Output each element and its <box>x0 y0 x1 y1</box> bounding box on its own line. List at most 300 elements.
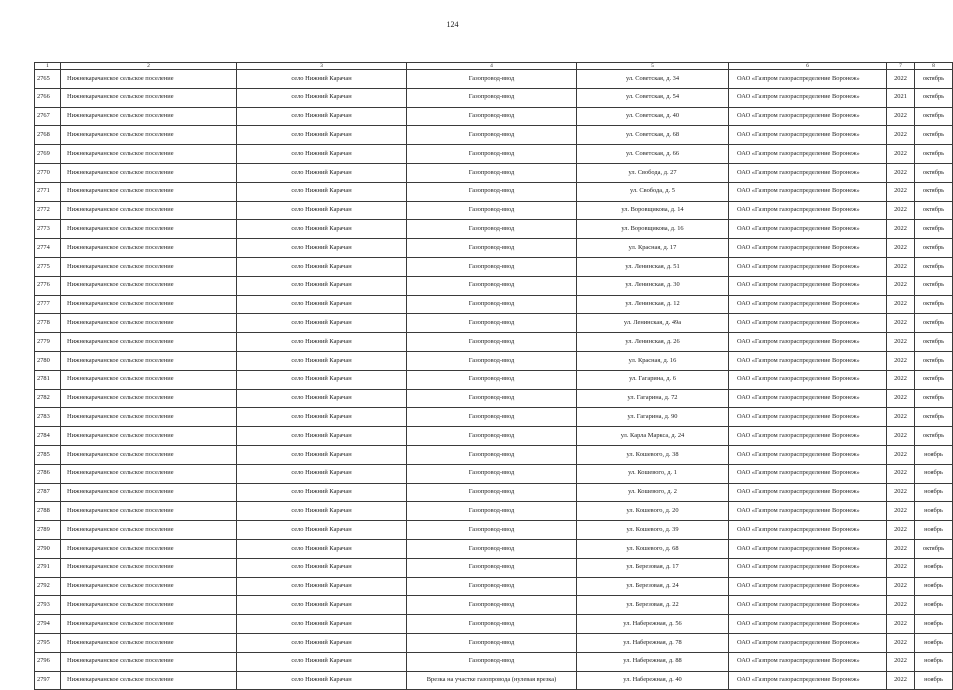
settlement-name: Нижнекарачанское сельское поселение <box>61 314 237 333</box>
year: 2022 <box>887 370 915 389</box>
locality-name: село Нижний Карачан <box>237 351 407 370</box>
table-row <box>35 483 953 502</box>
month: октябрь <box>915 201 953 220</box>
address: ул. Ленинская, д. 12 <box>577 295 729 314</box>
locality-name: село Нижний Карачан <box>237 558 407 577</box>
month: ноябрь <box>915 577 953 596</box>
month: ноябрь <box>915 502 953 521</box>
address: ул. Кошевого, д. 68 <box>577 539 729 558</box>
settlement-name: Нижнекарачанское сельское поселение <box>61 88 237 107</box>
row-number: 2766 <box>35 88 61 107</box>
table-row <box>35 539 953 558</box>
column-header: 8 <box>915 63 953 70</box>
object-type: Газопровод-ввод <box>407 633 577 652</box>
settlement-name: Нижнекарачанское сельское поселение <box>61 351 237 370</box>
locality-name: село Нижний Карачан <box>237 220 407 239</box>
page-number: 124 <box>446 20 459 29</box>
settlement-name: Нижнекарачанское сельское поселение <box>61 577 237 596</box>
locality-name: село Нижний Карачан <box>237 314 407 333</box>
object-type: Газопровод-ввод <box>407 182 577 201</box>
locality-name: село Нижний Карачан <box>237 615 407 634</box>
address: ул. Березовая, д. 22 <box>577 596 729 615</box>
organization: ОАО «Газпром газораспределение Воронеж» <box>729 107 887 126</box>
table-row <box>35 295 953 314</box>
address: ул. Кошевого, д. 2 <box>577 483 729 502</box>
settlement-name: Нижнекарачанское сельское поселение <box>61 239 237 258</box>
address: ул. Советская, д. 68 <box>577 126 729 145</box>
row-number: 2794 <box>35 615 61 634</box>
year: 2022 <box>887 408 915 427</box>
locality-name: село Нижний Карачан <box>237 652 407 671</box>
address: ул. Красная, д. 17 <box>577 239 729 258</box>
year: 2022 <box>887 220 915 239</box>
year: 2022 <box>887 502 915 521</box>
year: 2022 <box>887 445 915 464</box>
object-type: Газопровод-ввод <box>407 521 577 540</box>
locality-name: село Нижний Карачан <box>237 333 407 352</box>
month: октябрь <box>915 88 953 107</box>
organization: ОАО «Газпром газораспределение Воронеж» <box>729 295 887 314</box>
month: ноябрь <box>915 671 953 690</box>
settlement-name: Нижнекарачанское сельское поселение <box>61 408 237 427</box>
organization: ОАО «Газпром газораспределение Воронеж» <box>729 539 887 558</box>
address: ул. Набережная, д. 40 <box>577 671 729 690</box>
settlement-name: Нижнекарачанское сельское поселение <box>61 201 237 220</box>
object-type: Газопровод-ввод <box>407 70 577 89</box>
locality-name: село Нижний Карачан <box>237 389 407 408</box>
address: ул. Ленинская, д. 30 <box>577 276 729 295</box>
organization: ОАО «Газпром газораспределение Воронеж» <box>729 427 887 446</box>
row-number: 2785 <box>35 445 61 464</box>
year: 2022 <box>887 464 915 483</box>
locality-name: село Нижний Карачан <box>237 427 407 446</box>
object-type: Газопровод-ввод <box>407 107 577 126</box>
organization: ОАО «Газпром газораспределение Воронеж» <box>729 521 887 540</box>
locality-name: село Нижний Карачан <box>237 276 407 295</box>
month: ноябрь <box>915 464 953 483</box>
row-number: 2765 <box>35 70 61 89</box>
address: ул. Карла Маркса, д. 24 <box>577 427 729 446</box>
address: ул. Советская, д. 40 <box>577 107 729 126</box>
month: ноябрь <box>915 445 953 464</box>
settlement-name: Нижнекарачанское сельское поселение <box>61 464 237 483</box>
locality-name: село Нижний Карачан <box>237 88 407 107</box>
table-row <box>35 370 953 389</box>
object-type: Газопровод-ввод <box>407 163 577 182</box>
month: октябрь <box>915 239 953 258</box>
object-type: Газопровод-ввод <box>407 314 577 333</box>
year: 2022 <box>887 70 915 89</box>
settlement-name: Нижнекарачанское сельское поселение <box>61 182 237 201</box>
locality-name: село Нижний Карачан <box>237 239 407 258</box>
month: октябрь <box>915 276 953 295</box>
table-row <box>35 389 953 408</box>
column-header: 6 <box>729 63 887 70</box>
row-number: 2788 <box>35 502 61 521</box>
organization: ОАО «Газпром газораспределение Воронеж» <box>729 445 887 464</box>
object-type: Газопровод-ввод <box>407 389 577 408</box>
locality-name: село Нижний Карачан <box>237 445 407 464</box>
organization: ОАО «Газпром газораспределение Воронеж» <box>729 370 887 389</box>
locality-name: село Нижний Карачан <box>237 126 407 145</box>
object-type: Газопровод-ввод <box>407 370 577 389</box>
locality-name: село Нижний Карачан <box>237 370 407 389</box>
object-type: Газопровод-ввод <box>407 577 577 596</box>
year: 2022 <box>887 521 915 540</box>
object-type: Газопровод-ввод <box>407 239 577 258</box>
month: ноябрь <box>915 633 953 652</box>
month: октябрь <box>915 351 953 370</box>
month: октябрь <box>915 182 953 201</box>
locality-name: село Нижний Карачан <box>237 633 407 652</box>
organization: ОАО «Газпром газораспределение Воронеж» <box>729 577 887 596</box>
year: 2022 <box>887 389 915 408</box>
table-row <box>35 88 953 107</box>
row-number: 2790 <box>35 539 61 558</box>
month: ноябрь <box>915 558 953 577</box>
year: 2022 <box>887 558 915 577</box>
row-number: 2791 <box>35 558 61 577</box>
year: 2022 <box>887 596 915 615</box>
year: 2022 <box>887 427 915 446</box>
object-type: Газопровод-ввод <box>407 539 577 558</box>
object-type: Врезка на участке газопровода (нулевая врезка) <box>407 671 577 690</box>
row-number: 2796 <box>35 652 61 671</box>
month: октябрь <box>915 126 953 145</box>
address: ул. Ленинская, д. 26 <box>577 333 729 352</box>
organization: ОАО «Газпром газораспределение Воронеж» <box>729 558 887 577</box>
year: 2022 <box>887 126 915 145</box>
month: октябрь <box>915 539 953 558</box>
object-type: Газопровод-ввод <box>407 257 577 276</box>
settlement-name: Нижнекарачанское сельское поселение <box>61 295 237 314</box>
year: 2022 <box>887 333 915 352</box>
table-row <box>35 239 953 258</box>
month: октябрь <box>915 333 953 352</box>
column-number-row <box>35 63 953 70</box>
address: ул. Набережная, д. 88 <box>577 652 729 671</box>
settlement-name: Нижнекарачанское сельское поселение <box>61 126 237 145</box>
locality-name: село Нижний Карачан <box>237 295 407 314</box>
row-number: 2792 <box>35 577 61 596</box>
address: ул. Советская, д. 66 <box>577 145 729 164</box>
row-number: 2772 <box>35 201 61 220</box>
year: 2022 <box>887 201 915 220</box>
address: ул. Набережная, д. 56 <box>577 615 729 634</box>
object-type: Газопровод-ввод <box>407 615 577 634</box>
object-type: Газопровод-ввод <box>407 445 577 464</box>
year: 2022 <box>887 615 915 634</box>
organization: ОАО «Газпром газораспределение Воронеж» <box>729 483 887 502</box>
table-row <box>35 145 953 164</box>
object-type: Газопровод-ввод <box>407 558 577 577</box>
organization: ОАО «Газпром газораспределение Воронеж» <box>729 389 887 408</box>
year: 2022 <box>887 539 915 558</box>
settlement-name: Нижнекарачанское сельское поселение <box>61 145 237 164</box>
address: ул. Советская, д. 34 <box>577 70 729 89</box>
year: 2022 <box>887 577 915 596</box>
settlement-name: Нижнекарачанское сельское поселение <box>61 558 237 577</box>
settlement-name: Нижнекарачанское сельское поселение <box>61 427 237 446</box>
object-type: Газопровод-ввод <box>407 145 577 164</box>
address: ул. Красная, д. 16 <box>577 351 729 370</box>
locality-name: село Нижний Карачан <box>237 201 407 220</box>
row-number: 2767 <box>35 107 61 126</box>
organization: ОАО «Газпром газораспределение Воронеж» <box>729 502 887 521</box>
settlement-name: Нижнекарачанское сельское поселение <box>61 671 237 690</box>
row-number: 2771 <box>35 182 61 201</box>
settlement-name: Нижнекарачанское сельское поселение <box>61 502 237 521</box>
table-row <box>35 427 953 446</box>
row-number: 2768 <box>35 126 61 145</box>
settlement-name: Нижнекарачанское сельское поселение <box>61 539 237 558</box>
address: ул. Свобода, д. 27 <box>577 163 729 182</box>
row-number: 2781 <box>35 370 61 389</box>
address: ул. Березовая, д. 24 <box>577 577 729 596</box>
column-header: 3 <box>237 63 407 70</box>
settlement-name: Нижнекарачанское сельское поселение <box>61 652 237 671</box>
object-type: Газопровод-ввод <box>407 408 577 427</box>
object-type: Газопровод-ввод <box>407 652 577 671</box>
year: 2022 <box>887 182 915 201</box>
address: ул. Гагарина, д. 90 <box>577 408 729 427</box>
object-type: Газопровод-ввод <box>407 220 577 239</box>
row-number: 2789 <box>35 521 61 540</box>
row-number: 2797 <box>35 671 61 690</box>
row-number: 2783 <box>35 408 61 427</box>
object-type: Газопровод-ввод <box>407 351 577 370</box>
table-row <box>35 596 953 615</box>
settlement-name: Нижнекарачанское сельское поселение <box>61 633 237 652</box>
table-row <box>35 333 953 352</box>
month: октябрь <box>915 295 953 314</box>
settlement-name: Нижнекарачанское сельское поселение <box>61 615 237 634</box>
year: 2022 <box>887 239 915 258</box>
table-row <box>35 615 953 634</box>
locality-name: село Нижний Карачан <box>237 163 407 182</box>
address: ул. Гагарина, д. 6 <box>577 370 729 389</box>
table-row <box>35 521 953 540</box>
row-number: 2773 <box>35 220 61 239</box>
organization: ОАО «Газпром газораспределение Воронеж» <box>729 239 887 258</box>
table-row <box>35 201 953 220</box>
object-type: Газопровод-ввод <box>407 333 577 352</box>
month: ноябрь <box>915 615 953 634</box>
locality-name: село Нижний Карачан <box>237 145 407 164</box>
table-row <box>35 502 953 521</box>
object-type: Газопровод-ввод <box>407 276 577 295</box>
year: 2022 <box>887 107 915 126</box>
locality-name: село Нижний Карачан <box>237 70 407 89</box>
address: ул. Кошевого, д. 39 <box>577 521 729 540</box>
organization: ОАО «Газпром газораспределение Воронеж» <box>729 126 887 145</box>
locality-name: село Нижний Карачан <box>237 483 407 502</box>
settlement-name: Нижнекарачанское сельское поселение <box>61 370 237 389</box>
locality-name: село Нижний Карачан <box>237 521 407 540</box>
settlement-name: Нижнекарачанское сельское поселение <box>61 596 237 615</box>
month: октябрь <box>915 257 953 276</box>
table-row <box>35 633 953 652</box>
locality-name: село Нижний Карачан <box>237 182 407 201</box>
row-number: 2777 <box>35 295 61 314</box>
address: ул. Набережная, д. 78 <box>577 633 729 652</box>
organization: ОАО «Газпром газораспределение Воронеж» <box>729 633 887 652</box>
year: 2022 <box>887 276 915 295</box>
table-row <box>35 314 953 333</box>
table-row <box>35 276 953 295</box>
month: октябрь <box>915 220 953 239</box>
organization: ОАО «Газпром газораспределение Воронеж» <box>729 314 887 333</box>
year: 2022 <box>887 351 915 370</box>
object-type: Газопровод-ввод <box>407 201 577 220</box>
column-header: 4 <box>407 63 577 70</box>
table-row <box>35 126 953 145</box>
table-row <box>35 70 953 89</box>
locality-name: село Нижний Карачан <box>237 671 407 690</box>
organization: ОАО «Газпром газораспределение Воронеж» <box>729 596 887 615</box>
row-number: 2793 <box>35 596 61 615</box>
address: ул. Советская, д. 54 <box>577 88 729 107</box>
organization: ОАО «Газпром газораспределение Воронеж» <box>729 182 887 201</box>
row-number: 2787 <box>35 483 61 502</box>
year: 2022 <box>887 671 915 690</box>
locality-name: село Нижний Карачан <box>237 107 407 126</box>
year: 2022 <box>887 633 915 652</box>
locality-name: село Нижний Карачан <box>237 502 407 521</box>
settlement-name: Нижнекарачанское сельское поселение <box>61 70 237 89</box>
year: 2022 <box>887 295 915 314</box>
gas-connection-table <box>34 62 953 690</box>
organization: ОАО «Газпром газораспределение Воронеж» <box>729 333 887 352</box>
address: ул. Гагарина, д. 72 <box>577 389 729 408</box>
address: ул. Кошевого, д. 38 <box>577 445 729 464</box>
organization: ОАО «Газпром газораспределение Воронеж» <box>729 220 887 239</box>
month: октябрь <box>915 163 953 182</box>
table-row <box>35 220 953 239</box>
column-header: 5 <box>577 63 729 70</box>
year: 2022 <box>887 314 915 333</box>
row-number: 2776 <box>35 276 61 295</box>
year: 2021 <box>887 88 915 107</box>
settlement-name: Нижнекарачанское сельское поселение <box>61 389 237 408</box>
object-type: Газопровод-ввод <box>407 88 577 107</box>
organization: ОАО «Газпром газораспределение Воронеж» <box>729 276 887 295</box>
organization: ОАО «Газпром газораспределение Воронеж» <box>729 70 887 89</box>
settlement-name: Нижнекарачанское сельское поселение <box>61 257 237 276</box>
month: октябрь <box>915 314 953 333</box>
month: октябрь <box>915 408 953 427</box>
year: 2022 <box>887 257 915 276</box>
settlement-name: Нижнекарачанское сельское поселение <box>61 276 237 295</box>
month: октябрь <box>915 145 953 164</box>
settlement-name: Нижнекарачанское сельское поселение <box>61 521 237 540</box>
table-body <box>35 70 953 690</box>
year: 2022 <box>887 145 915 164</box>
table-row <box>35 464 953 483</box>
month: ноябрь <box>915 521 953 540</box>
address: ул. Кошевого, д. 1 <box>577 464 729 483</box>
table-row <box>35 577 953 596</box>
row-number: 2775 <box>35 257 61 276</box>
organization: ОАО «Газпром газораспределение Воронеж» <box>729 652 887 671</box>
table-row <box>35 182 953 201</box>
table-row <box>35 671 953 690</box>
object-type: Газопровод-ввод <box>407 126 577 145</box>
settlement-name: Нижнекарачанское сельское поселение <box>61 163 237 182</box>
locality-name: село Нижний Карачан <box>237 464 407 483</box>
object-type: Газопровод-ввод <box>407 464 577 483</box>
address: ул. Ленинская, д. 51 <box>577 257 729 276</box>
locality-name: село Нижний Карачан <box>237 257 407 276</box>
object-type: Газопровод-ввод <box>407 427 577 446</box>
row-number: 2769 <box>35 145 61 164</box>
row-number: 2786 <box>35 464 61 483</box>
table-row <box>35 408 953 427</box>
month: октябрь <box>915 427 953 446</box>
object-type: Газопровод-ввод <box>407 483 577 502</box>
organization: ОАО «Газпром газораспределение Воронеж» <box>729 408 887 427</box>
organization: ОАО «Газпром газораспределение Воронеж» <box>729 163 887 182</box>
table-row <box>35 351 953 370</box>
locality-name: село Нижний Карачан <box>237 408 407 427</box>
locality-name: село Нижний Карачан <box>237 596 407 615</box>
organization: ОАО «Газпром газораспределение Воронеж» <box>729 145 887 164</box>
row-number: 2784 <box>35 427 61 446</box>
settlement-name: Нижнекарачанское сельское поселение <box>61 107 237 126</box>
row-number: 2779 <box>35 333 61 352</box>
object-type: Газопровод-ввод <box>407 295 577 314</box>
month: ноябрь <box>915 483 953 502</box>
column-header: 2 <box>61 63 237 70</box>
row-number: 2795 <box>35 633 61 652</box>
month: ноябрь <box>915 596 953 615</box>
organization: ОАО «Газпром газораспределение Воронеж» <box>729 615 887 634</box>
organization: ОАО «Газпром газораспределение Воронеж» <box>729 464 887 483</box>
row-number: 2780 <box>35 351 61 370</box>
table-row <box>35 558 953 577</box>
settlement-name: Нижнекарачанское сельское поселение <box>61 333 237 352</box>
month: октябрь <box>915 70 953 89</box>
year: 2022 <box>887 163 915 182</box>
organization: ОАО «Газпром газораспределение Воронеж» <box>729 88 887 107</box>
table-row <box>35 652 953 671</box>
address: ул. Кошевого, д. 20 <box>577 502 729 521</box>
address: ул. Воровщикова, д. 14 <box>577 201 729 220</box>
settlement-name: Нижнекарачанское сельское поселение <box>61 445 237 464</box>
locality-name: село Нижний Карачан <box>237 539 407 558</box>
locality-name: село Нижний Карачан <box>237 577 407 596</box>
settlement-name: Нижнекарачанское сельское поселение <box>61 220 237 239</box>
table-row <box>35 445 953 464</box>
month: октябрь <box>915 370 953 389</box>
address: ул. Воровщикова, д. 16 <box>577 220 729 239</box>
row-number: 2782 <box>35 389 61 408</box>
address: ул. Ленинская, д. 49а <box>577 314 729 333</box>
address: ул. Березовая, д. 17 <box>577 558 729 577</box>
row-number: 2774 <box>35 239 61 258</box>
address: ул. Свобода, д. 5 <box>577 182 729 201</box>
organization: ОАО «Газпром газораспределение Воронеж» <box>729 257 887 276</box>
row-number: 2778 <box>35 314 61 333</box>
table-row <box>35 163 953 182</box>
month: октябрь <box>915 389 953 408</box>
row-number: 2770 <box>35 163 61 182</box>
year: 2022 <box>887 652 915 671</box>
year: 2022 <box>887 483 915 502</box>
table-row <box>35 107 953 126</box>
month: октябрь <box>915 107 953 126</box>
settlement-name: Нижнекарачанское сельское поселение <box>61 483 237 502</box>
